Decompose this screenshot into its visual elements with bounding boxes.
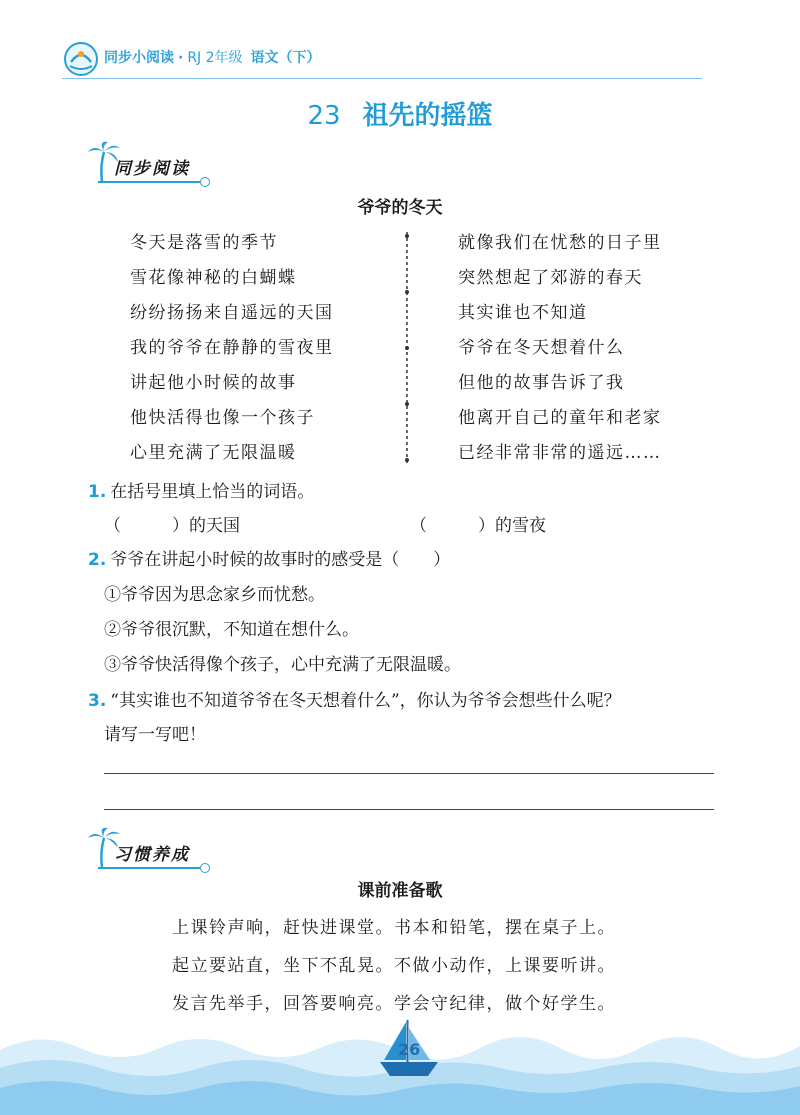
question-2 [88, 545, 450, 570]
header-grade: RJ 2年级 [187, 50, 243, 66]
question-text[interactable]: 爷爷在讲起小时候的故事时的感受是（ ） [110, 550, 451, 570]
poem-line: 但他的故事告诉了我 [458, 373, 625, 393]
question-1 [88, 477, 314, 502]
question-number: 1. [88, 482, 107, 502]
song-title: 课前准备歌 [357, 881, 443, 901]
section-dot [200, 863, 210, 873]
lesson-number: 23 [307, 101, 341, 131]
poem-line: 纷纷扬扬来自遥远的天国 [130, 303, 334, 323]
poem-line: 他离开自己的童年和老家 [458, 408, 662, 428]
question-3-text-continued: 请写一写吧！ [104, 725, 206, 745]
choice-option-3[interactable]: ③爷爷快活得像个孩子，心中充满了无限温暖。 [104, 655, 461, 675]
section-dot [200, 177, 210, 187]
poem-title: 爷爷的冬天 [357, 198, 443, 218]
poem-divider [404, 232, 410, 464]
section-tag-reading [88, 140, 218, 186]
series-logo-icon [62, 40, 100, 78]
header-rule [62, 78, 702, 79]
section-tag-habit [88, 826, 218, 872]
poem-line: 就像我们在忧愁的日子里 [458, 233, 662, 253]
section-label-habit: 习惯养成 [114, 845, 190, 865]
section-label-reading: 同步阅读 [114, 159, 190, 179]
poem-line: 其实谁也不知道 [458, 303, 588, 323]
poem-line: 突然想起了郊游的春天 [458, 268, 643, 288]
section-underline [98, 867, 200, 869]
question-text: “其实谁也不知道爷爷在冬天想着什么”，你认为爷爷会想些什么呢？ [110, 691, 621, 711]
song-line: 发言先举手，回答要响亮。学会守纪律，做个好学生。 [172, 994, 616, 1014]
header-breadcrumb [104, 47, 321, 67]
header-subject: 语文（下） [250, 50, 321, 66]
lesson-title [0, 95, 800, 132]
poem-left-column [130, 226, 334, 471]
poem-line: 他快活得也像一个孩子 [130, 408, 315, 428]
poem-right-column [458, 226, 662, 471]
poem-line: 冬天是落雪的季节 [130, 233, 278, 253]
question-text: 在括号里填上恰当的词语。 [110, 482, 315, 502]
header-separator: · [178, 50, 184, 66]
poem-line: 已经非常非常的遥远…… [458, 443, 662, 463]
song-line: 起立要站直，坐下不乱晃。不做小动作，上课要听讲。 [172, 956, 616, 976]
poem-line: 爷爷在冬天想着什么 [458, 338, 625, 358]
song-line: 上课铃声响，赶快进课堂。书本和铅笔，摆在桌子上。 [172, 918, 616, 938]
question-number: 2. [88, 550, 107, 570]
answer-line[interactable] [104, 773, 714, 774]
series-name: 同步小阅读 [104, 50, 174, 66]
choice-option-1[interactable]: ①爷爷因为思念家乡而忧愁。 [104, 585, 325, 605]
lesson-name: 祖先的摇篮 [362, 101, 493, 131]
question-number: 3. [88, 691, 107, 711]
question-3 [88, 686, 621, 711]
answer-line[interactable] [104, 809, 714, 810]
poem-line: 讲起他小时候的故事 [130, 373, 297, 393]
fill-blank-a[interactable]: （ ）的天国 [104, 516, 240, 536]
choice-option-2[interactable]: ②爷爷很沉默，不知道在想什么。 [104, 620, 359, 640]
page-number: 26 [398, 1040, 421, 1059]
poem-line: 心里充满了无限温暖 [130, 443, 297, 463]
fill-blank-b[interactable]: （ ）的雪夜 [410, 516, 546, 536]
poem-line: 我的爷爷在静静的雪夜里 [130, 338, 334, 358]
section-underline [98, 181, 200, 183]
poem-line: 雪花像神秘的白蝴蝶 [130, 268, 297, 288]
